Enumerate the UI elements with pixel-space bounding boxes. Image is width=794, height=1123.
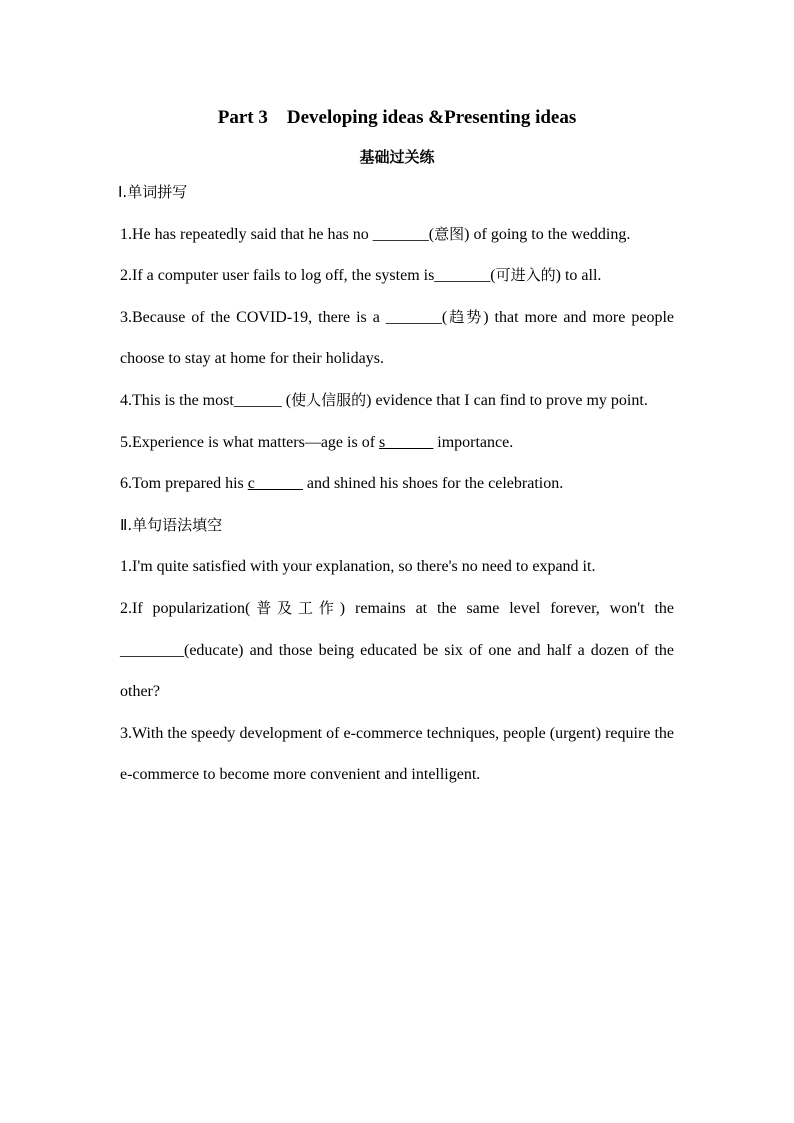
page-title: Part 3 Developing ideas &Presenting ideas <box>217 107 577 128</box>
question-item: 6.Tom prepared his c______ and shined his shoes for the celebration. <box>120 475 564 493</box>
initial-letter-blank: c______ <box>247 475 303 493</box>
question-item: 5.Experience is what matters—age is of s______ importance. <box>120 433 514 451</box>
chinese-hint: 普及工作 <box>250 598 340 617</box>
question-item: 3.Because of the COVID-19, there is a _______(趋势) that more and more people choose to stay at home for their holidays. <box>120 307 674 368</box>
section-heading-spelling: Ⅰ.单词拼写 <box>118 183 188 201</box>
chinese-hint: 意图 <box>434 224 465 243</box>
chinese-hint: 趋势 <box>447 307 484 326</box>
chinese-hint: 使人信服的 <box>291 390 367 409</box>
question-item: 2.If a computer user fails to log off, the system is_______(可进入的) to all. <box>120 266 602 285</box>
question-item: 4.This is the most______ (使人信服的) evidence that I can find to prove my point. <box>120 390 648 409</box>
section-heading-grammar: Ⅱ.单句语法填空 <box>120 515 223 534</box>
document-page <box>120 100 674 796</box>
question-item: 1.He has repeatedly said that he has no _______(意图) of going to the wedding. <box>120 224 631 243</box>
question-item: 2.If popularization(普及工作) remains at the same level forever, won't the ________(educate) and those being educated be six of one and half a dozen of the other? <box>120 598 674 701</box>
initial-letter-blank: s______ <box>379 433 434 451</box>
page-subtitle: 基础过关练 <box>359 148 435 166</box>
question-item: 1.I'm quite satisfied with your explanation, so there's no need to expand it. <box>120 558 596 576</box>
question-item: 3.With the speedy development of e-commerce techniques, people (urgent) require the e-commerce to become more convenient and intelligent. <box>120 724 674 784</box>
chinese-hint: 可进入的 <box>495 266 556 285</box>
